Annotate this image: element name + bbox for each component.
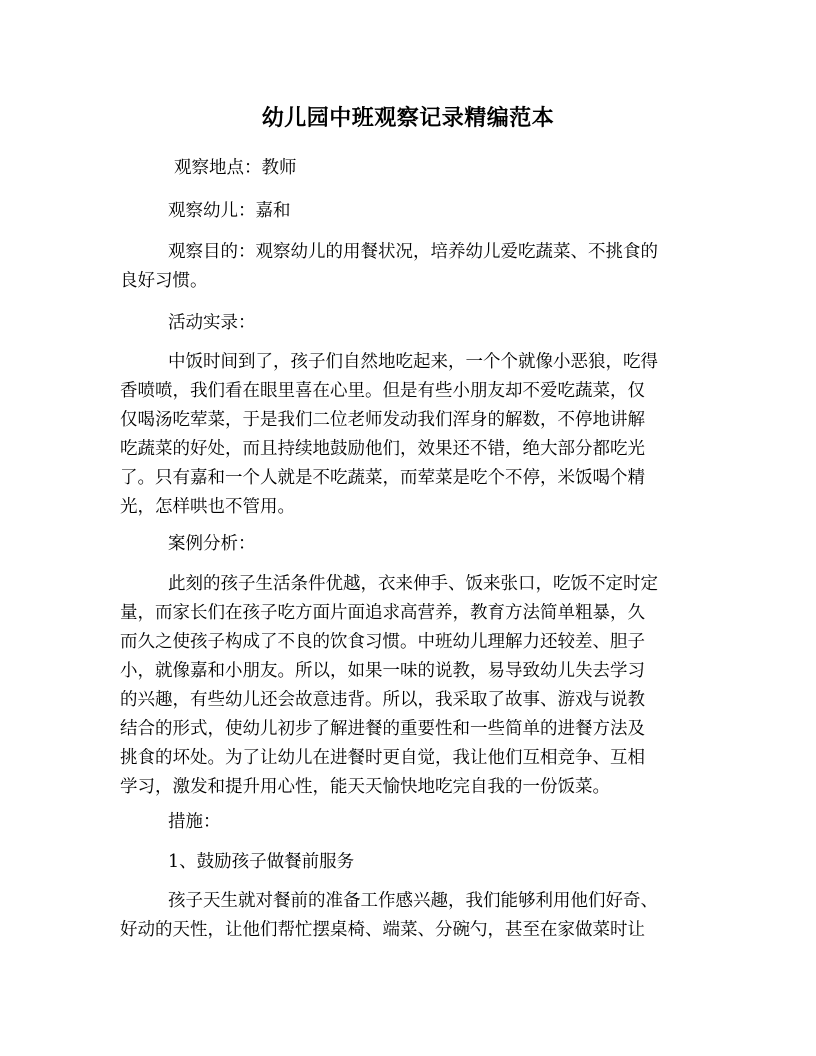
activity-text-line: 香喷喷，我们看在眼里喜在心里。但是有些小朋友却不爱吃蔬菜，仅 — [120, 381, 645, 401]
activity-text-line: 了。只有嘉和一个人就是不吃蔬菜，而荤菜是吃个不停，米饭喝个精 — [120, 468, 645, 488]
activity-text-line: 中饭时间到了，孩子们自然地吃起来，一个个就像小恶狼，吃得 — [168, 352, 658, 372]
activity-text-line: 仅喝汤吃荤菜，于是我们二位老师发动我们浑身的解数，不停地讲解 — [120, 410, 645, 430]
analysis-heading: 案例分析： — [168, 534, 256, 554]
measure-text-line: 好动的天性，让他们帮忙摆桌椅、端菜、分碗勺，甚至在家做菜时让 — [120, 920, 645, 940]
analysis-text-line: 量，而家长们在孩子吃方面片面追求高营养，教育方法简单粗暴，久 — [120, 603, 645, 623]
activity-text-line: 光，怎样哄也不管用。 — [120, 497, 295, 517]
analysis-text-line: 学习，激发和提升用心性，能天天愉快地吃完自我的一份饭菜。 — [120, 777, 610, 797]
measure-item-title: 1、鼓励孩子做餐前服务 — [168, 852, 355, 872]
activity-text-line: 吃蔬菜的好处，而且持续地鼓励他们，效果还不错，绝大部分都吃光 — [120, 439, 645, 459]
analysis-text-line: 此刻的孩子生活条件优越，衣来伸手、饭来张口，吃饭不定时定 — [168, 574, 658, 594]
document-title: 幼儿园中班观察记录精编范本 — [261, 106, 555, 131]
analysis-text-line: 结合的形式，使幼儿初步了解进餐的重要性和一些简单的进餐方法及 — [120, 719, 645, 739]
observation-purpose-line: 良好习惯。 — [120, 271, 208, 291]
analysis-text-line: 的兴趣，有些幼儿还会故意违背。所以，我采取了故事、游戏与说教 — [120, 690, 645, 710]
analysis-text-line: 挑食的坏处。为了让幼儿在进餐时更自觉，我让他们互相竞争、互相 — [120, 748, 645, 768]
observed-child: 观察幼儿：嘉和 — [168, 201, 291, 221]
observation-purpose-line: 观察目的：观察幼儿的用餐状况，培养幼儿爱吃蔬菜、不挑食的 — [168, 242, 658, 262]
analysis-text-line: 小，就像嘉和小朋友。所以，如果一味的说教，易导致幼儿失去学习 — [120, 661, 645, 681]
measure-text-line: 孩子天生就对餐前的准备工作感兴趣，我们能够利用他们好奇、 — [168, 891, 658, 911]
activity-heading: 活动实录： — [168, 313, 256, 333]
measures-heading: 措施： — [168, 812, 221, 832]
observation-location: 观察地点：教师 — [174, 158, 297, 178]
analysis-text-line: 而久之使孩子构成了不良的饮食习惯。中班幼儿理解力还较差、胆子 — [120, 632, 645, 652]
